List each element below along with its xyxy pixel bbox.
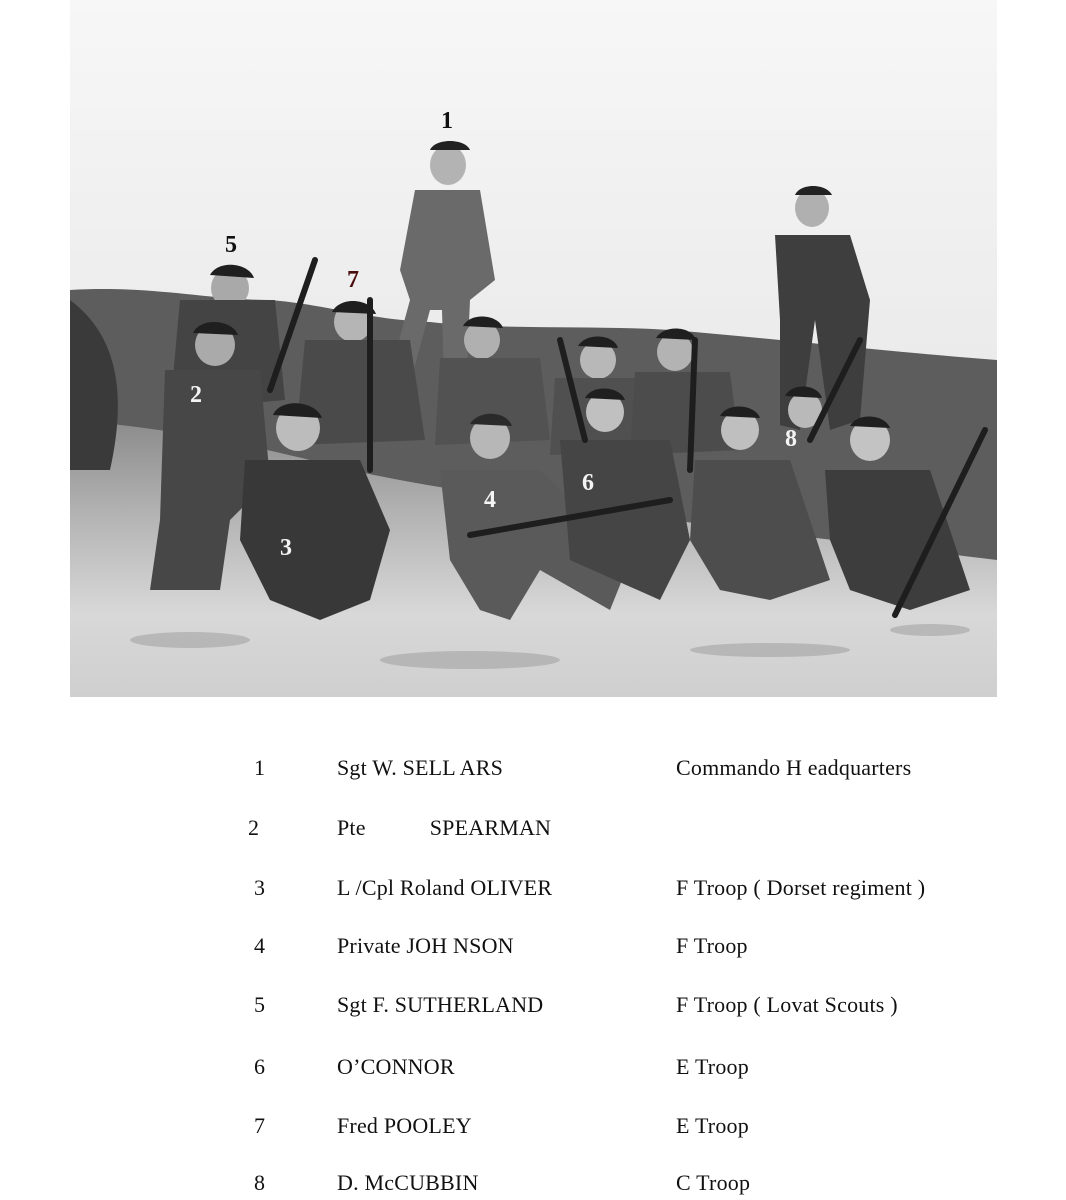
legend-rank: Pte — [337, 815, 366, 840]
photo-number-8: 8 — [785, 426, 797, 452]
group-photograph — [70, 0, 997, 697]
photo-number-7: 7 — [347, 267, 359, 293]
legend-name: Private JOH NSON — [337, 933, 514, 958]
legend-name: Sgt W. SELL ARS — [337, 755, 504, 780]
legend-number: 2 — [248, 815, 260, 840]
legend-name: O’CONNOR — [337, 1054, 455, 1079]
legend-row — [0, 1168, 1066, 1198]
legend-name: D. McCUBBIN — [337, 1170, 479, 1195]
legend-row — [0, 931, 1066, 961]
legend-unit: E Troop — [676, 1113, 749, 1138]
legend-name: Sgt F. SUTHERLAND — [337, 992, 544, 1017]
legend-name: Fred POOLEY — [337, 1113, 472, 1138]
legend-row — [0, 1052, 1066, 1082]
legend-number: 4 — [254, 933, 266, 958]
photo-number-4: 4 — [484, 487, 496, 513]
legend-row — [0, 990, 1066, 1020]
legend-unit: F Troop — [676, 933, 748, 958]
legend-number: 1 — [254, 755, 266, 780]
photo-number-1: 1 — [441, 108, 453, 134]
legend-unit: F Troop ( Dorset regiment ) — [676, 875, 926, 900]
photo-number-5: 5 — [225, 232, 237, 258]
legend-number: 7 — [254, 1113, 266, 1138]
legend-number: 3 — [254, 875, 266, 900]
legend-name: L /Cpl Roland OLIVER — [337, 875, 553, 900]
photo-number-6: 6 — [582, 470, 594, 496]
legend-row — [0, 813, 1066, 843]
photo-number-2: 2 — [190, 382, 202, 408]
legend-row — [0, 1111, 1066, 1141]
legend-name-group — [337, 813, 551, 843]
photo-scene — [70, 0, 997, 697]
legend-row — [0, 753, 1066, 783]
legend-unit: F Troop ( Lovat Scouts ) — [676, 992, 898, 1017]
legend-unit: C Troop — [676, 1170, 751, 1195]
legend-number: 8 — [254, 1170, 266, 1195]
legend-number: 6 — [254, 1054, 266, 1079]
legend-row — [0, 873, 1066, 903]
legend-unit: E Troop — [676, 1054, 749, 1079]
photo-number-3: 3 — [280, 535, 292, 561]
legend-unit: Commando H eadquarters — [676, 755, 912, 780]
legend-number: 5 — [254, 992, 266, 1017]
legend-name: SPEARMAN — [429, 815, 552, 840]
